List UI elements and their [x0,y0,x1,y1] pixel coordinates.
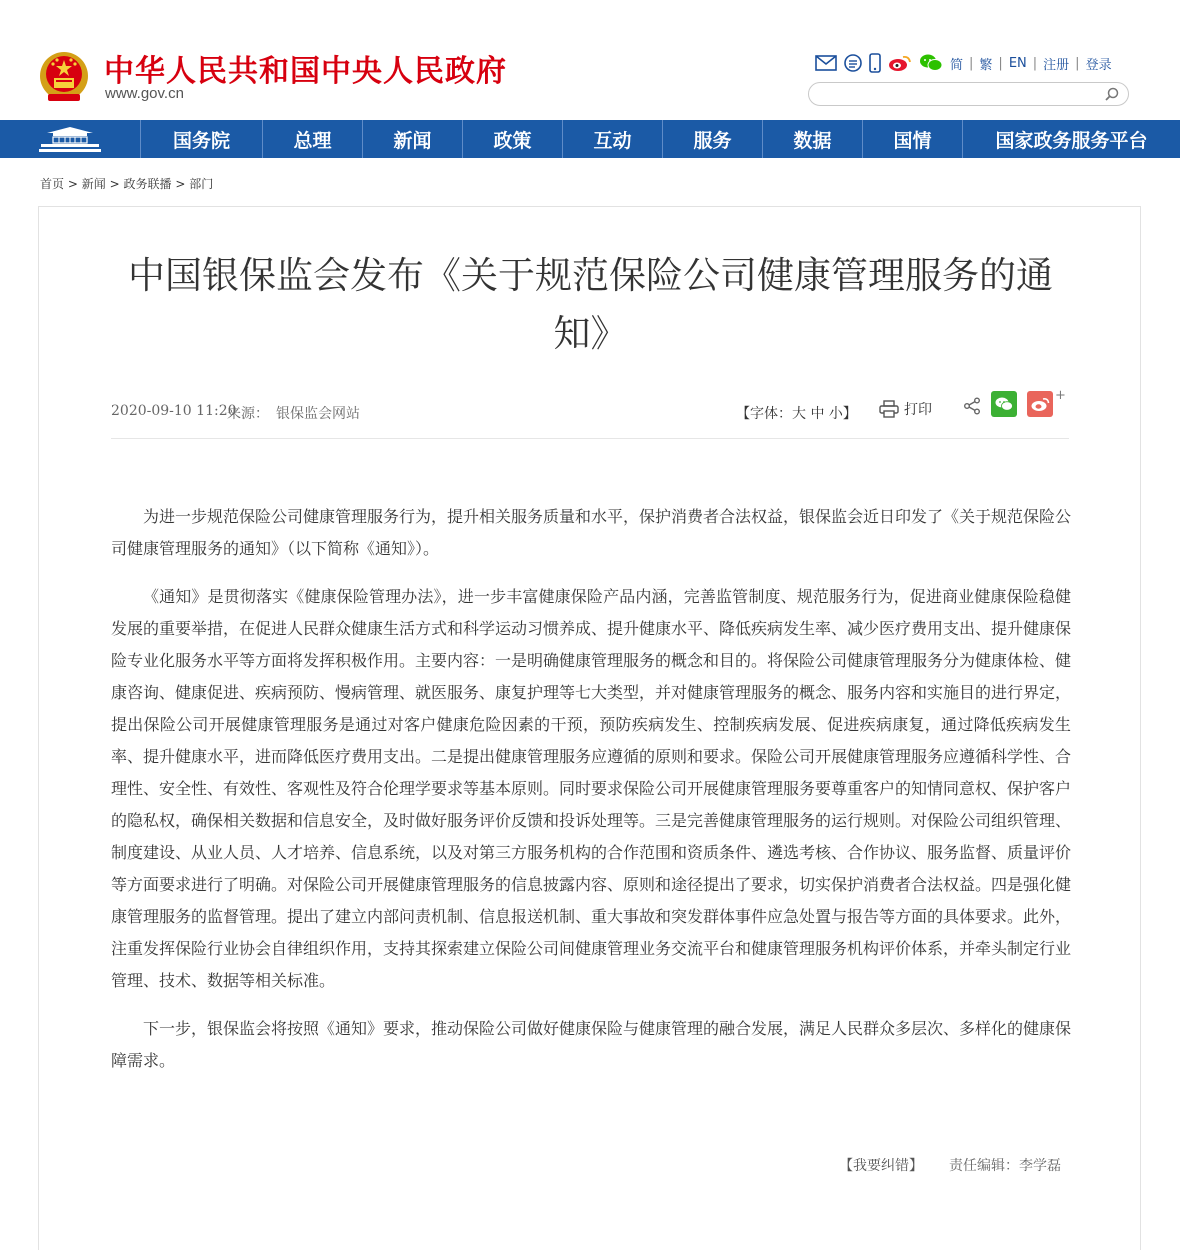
weibo-icon[interactable] [888,54,912,72]
article-paragraph: 下一步，银保监会将按照《通知》要求，推动保险公司做好健康保险与健康管理的融合发展，满足人民群众多层次、多样化的健康保障需求。 [111,1019,1072,1070]
font-size-large-button[interactable]: 大 [792,406,806,422]
main-nav [0,120,1180,158]
share-weibo-icon[interactable] [1027,391,1053,417]
font-size-suffix: 】 [842,406,857,422]
separator: | [1075,55,1080,71]
nav-zongli[interactable]: 总理 [262,120,362,158]
article-paragraph: 《通知》是贯彻落实《健康保险管理办法》，进一步丰富健康保险产品内涵，完善监管制度、规范服务行为，促进商业健康保险稳健发展的重要举措，在促进人民群众健康生活方式和科学运动习惯养成、提升健康水平、降低疾病发生率、减少医疗费用支出、提升健康保险专业化服务水平等方面将发挥积极作用。主要内容：一是明确健康管理服务的概念和目的。将保险公司健康管理服务分为健康体检、健康咨询、健康促进、疾病预防、慢病管理、就医服务、康复护理等七大类型，并对健康管理服务的概念、服务内容和实施目的进行界定，提出保险公司开展健康管理服务是通过对客户健康危险因素的干预，预防疾病发生、控制疾病发展、促进疾病康复，通过降低疾病发生率、提升健康水平，进而降低医疗费用支出。二是提出健康管理服务应遵循的原则和要求。保险公司开展健康管理服务应遵循科学性、合理性、安全性、有效性、客观性及符合伦理学要求等基本原则。同时要求保险公司开展健康管理服务要尊重客户的知情同意权、保护客户的隐私权，确保相关数据和信息安全，及时做好服务评价反馈和投诉处理等。三是完善健康管理服务的运行规则。对保险公司组织管理、制度建设、从业人员、人才培养、信息系统，以及对第三方服务机构的合作范围和资质条件、遴选考核、合作协议、服务监督、质量评价等方面要求进行了明确。对保险公司开展健康管理服务的信息披露内容、原则和途径提出了要求，切实保护消费者合法权益。四是强化健康管理服务的监督管理。提出了建立内部问责机制、信息报送机制、重大事故和突发群体事件应急处置与报告等方面的具体要求。此外，注重发挥保险行业协会自律组织作用，支持其探索建立保险公司间健康管理业务交流平台和健康管理服务机构评价体系，并牵头制定行业管理、技术、数据等相关标准。 [111,587,1072,990]
site-title[interactable]: 中华人民共和国中央人民政府 [104,54,507,89]
font-size-control [736,403,857,423]
mail-icon[interactable] [815,55,837,71]
breadcrumb [40,175,213,192]
print-label: 打印 [904,402,932,418]
search-input[interactable] [821,86,1101,102]
nav-guowuyuan[interactable]: 国务院 [140,120,262,158]
breadcrumb-gov-broadcast[interactable]: 政务联播 [123,177,172,191]
nav-government-service-platform[interactable]: 国家政务服务平台 [962,120,1180,158]
article-footer [111,1155,1071,1175]
nav-fuwu[interactable]: 服务 [662,120,762,158]
report-error-link[interactable]: 【我要纠错】 [839,1158,923,1174]
share-wechat-icon[interactable] [991,391,1017,417]
source-label: 来源： [227,406,269,422]
nav-shuju[interactable]: 数据 [762,120,862,158]
nav-hudong[interactable]: 互动 [562,120,662,158]
print-button[interactable] [879,399,932,419]
article-paragraph: 为进一步规范保险公司健康管理服务行为，提升相关服务质量和水平，保护消费者合法权益，银保监会近日印发了《关于规范保险公司健康管理服务的通知》（以下简称《通知》）。 [111,507,1072,558]
printer-icon [879,400,899,418]
publish-date: 2020-09-10 11:20 [111,403,237,419]
search-icon[interactable] [1104,86,1120,102]
login-link[interactable]: 登录 [1085,57,1112,73]
tiananmen-logo-icon[interactable] [0,120,140,158]
article-container [38,206,1141,1250]
breadcrumb-separator: > [175,177,186,191]
separator: | [969,55,974,71]
search-box [808,82,1129,106]
breadcrumb-home[interactable]: 首页 [40,177,65,191]
breadcrumb-department[interactable]: 部门 [189,177,214,191]
article-source: 银保监会网站 [276,406,360,422]
lang-traditional-link[interactable]: 繁 [979,57,993,73]
lang-english-link[interactable]: EN [1008,55,1027,71]
breadcrumb-news[interactable]: 新闻 [81,177,106,191]
share-more-button[interactable]: + [1055,388,1066,403]
article-meta [111,388,1069,439]
lang-simplified-link[interactable]: 简 [950,57,964,73]
breadcrumb-separator: > [109,177,120,191]
nav-xinwen[interactable]: 新闻 [362,120,462,158]
header-tools [815,52,1112,74]
site-header [0,0,1180,120]
font-size-medium-button[interactable]: 中 [810,406,825,422]
editor-name: 李学磊 [1019,1158,1061,1174]
separator: | [1032,55,1038,71]
nav-zhengce[interactable]: 政策 [462,120,562,158]
rss-icon[interactable] [844,54,862,72]
article-title: 中国银保监会发布《关于规范保险公司健康管理服务的通知》 [128,254,1053,355]
nav-guoqing[interactable]: 国情 [862,120,962,158]
responsible-editor [949,1155,1061,1175]
breadcrumb-separator: > [67,177,78,191]
font-size-prefix: 【字体： [736,406,792,422]
register-link[interactable]: 注册 [1043,57,1070,73]
site-url[interactable]: www.gov.cn [105,85,184,102]
editor-label: 责任编辑： [949,1158,1019,1174]
font-size-small-button[interactable]: 小 [828,406,843,422]
article-body [111,501,1071,1093]
share-icon[interactable] [963,397,981,415]
wechat-icon[interactable] [919,53,943,73]
national-emblem-icon[interactable] [38,50,90,104]
mobile-icon[interactable] [869,53,881,73]
separator: | [998,55,1003,71]
